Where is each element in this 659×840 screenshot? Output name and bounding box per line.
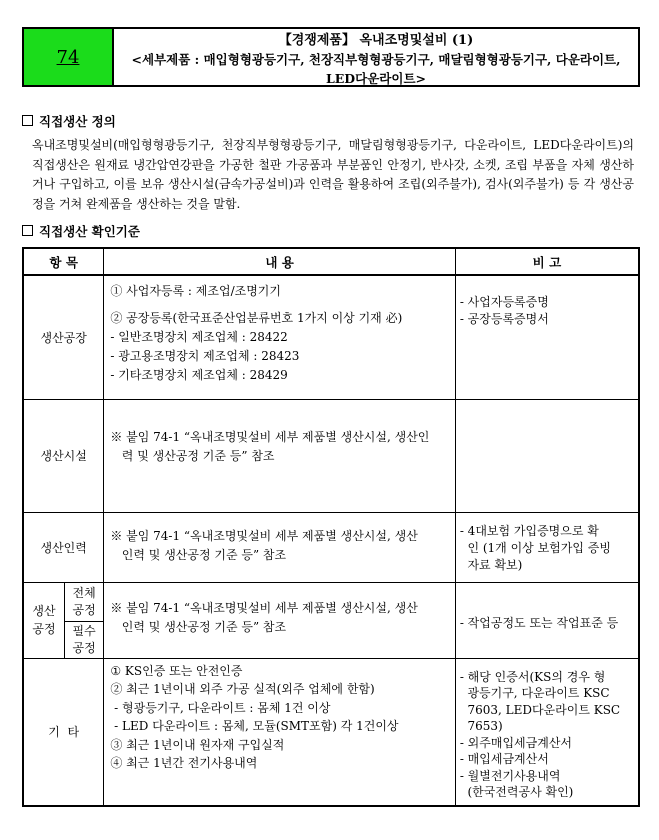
sub-label-all-process: 전체 공정: [64, 582, 103, 621]
note-line: - 월별전기사용내역: [459, 768, 561, 783]
content-line: ※ 붙임 74-1 “옥내조명및설비 세부 제품별 생산시설, 생산: [110, 528, 418, 543]
section-definition-title: 직접생산 정의: [39, 114, 116, 129]
process-content: [104, 582, 455, 658]
facility-content: [104, 275, 455, 399]
content-line: 력 및 생산공정 기준 등” 참조: [110, 448, 275, 463]
checkbox-square-icon: [22, 115, 33, 126]
header-item: 항 목: [23, 248, 104, 275]
note-line: - 작업공정도 또는 작업표준 등: [459, 615, 619, 630]
row-label-equipment: 생산시설: [23, 399, 104, 512]
note-line: (한국전력공사 확인): [459, 785, 574, 799]
section-number: 74: [24, 29, 114, 85]
section-definition-heading: [22, 112, 116, 130]
note-line: - 공장등록증명서: [459, 312, 549, 326]
content-line: - 일반조명장치 제조업체 : 28422: [110, 330, 288, 344]
note-line: 광등기구, 다운라이트 KSC: [459, 686, 610, 700]
content-line: 인력 및 생산공정 기준 등” 참조: [110, 619, 287, 634]
sub-label-required-process: 필수 공정: [64, 621, 103, 658]
table-row: [23, 658, 639, 806]
definition-text: 옥내조명및설비(매입형형광등기구, 천장직부형형광등기구, 매달림형형광등기구, 다운라이트, LED다운라이트)의 직접생산은 원재료 냉간압연강판을 가공한 철판 가공품과 부분품인 안정기, 반사갓, 소켓, 조립 부품을 자체 생산하거나 구입하고, 이를 보유 생산시설(금속가공설비)과 인력을 활용하여 조립(외주불가), 검사(외주불가) 등 각 생산공정을 거쳐 완제품을 생산하는 것을 말함.: [32, 138, 634, 211]
row-label-process: 생산 공정: [23, 582, 64, 658]
content-line: 인력 및 생산공정 기준 등” 참조: [110, 547, 287, 562]
header-content: 내 용: [104, 248, 455, 275]
header-note: 비 고: [455, 248, 639, 275]
manpower-note: [455, 512, 639, 582]
equipment-note: [455, 399, 639, 512]
content-line: ※ 붙임 74-1 “옥내조명및설비 세부 제품별 생산시설, 생산: [110, 600, 418, 615]
table-row: [23, 275, 639, 399]
note-line: - 매입세금계산서: [459, 752, 549, 766]
content-line: - 기타조명장치 제조업체 : 28429: [110, 368, 288, 382]
section-criteria-title: 직접생산 확인기준: [39, 224, 140, 239]
other-content: [104, 658, 455, 806]
content-line: ※ 붙임 74-1 “옥내조명및설비 세부 제품별 생산시설, 생산인: [110, 429, 430, 444]
equipment-content: [104, 399, 455, 512]
process-note: [455, 582, 639, 658]
title-line-1: 【경쟁제품】 옥내조명및설비 (1): [278, 33, 474, 48]
section-criteria-heading: [22, 222, 140, 240]
facility-note: [455, 275, 639, 399]
content-line: - LED 다운라이트 : 몸체, 모듈(SMT포함) 각 1건이상: [110, 719, 399, 733]
content-line: ④ 최근 1년간 전기사용내역: [110, 756, 258, 770]
row-label-other: 기 타: [23, 658, 104, 806]
row-label-facility: 생산공장: [23, 275, 104, 399]
note-line: - 4대보험 가입증명으로 확: [459, 523, 599, 538]
content-line: - 광고용조명장치 제조업체 : 28423: [110, 349, 300, 363]
checkbox-square-icon: [22, 225, 33, 236]
manpower-content: [104, 512, 455, 582]
content-line: ② 최근 1년이내 외주 가공 실적(외주 업체에 한함): [110, 682, 375, 696]
document-title: [114, 29, 638, 85]
criteria-table: [22, 247, 640, 807]
note-line: - 외주매입세금계산서: [459, 735, 573, 750]
title-line-2: <세부제품 : 매입형형광등기구, 천장직부형형광등기구, 매달림형형광등기구, 다운라이트,: [131, 52, 621, 67]
content-line: ① KS인증 또는 안전인증: [110, 663, 243, 678]
content-line: ② 공장등록(한국표준산업분류번호 1가지 이상 기재 必): [110, 311, 403, 325]
table-row: [23, 512, 639, 582]
table-row: [23, 582, 639, 621]
table-row: [23, 399, 639, 512]
document-header: [22, 27, 640, 87]
row-label-manpower: 생산인력: [23, 512, 104, 582]
note-line: 7653): [459, 719, 503, 733]
table-header-row: [23, 248, 639, 275]
note-line: - 해당 인증서(KS의 경우 형: [459, 669, 606, 684]
content-line: - 형광등기구, 다운라이트 : 몸체 1건 이상: [110, 700, 331, 715]
content-line: ① 사업자등록 : 제조업/조명기기: [110, 284, 281, 298]
title-line-3: LED다운라이트>: [325, 71, 426, 86]
note-line: 7603, LED다운라이트 KSC: [459, 702, 621, 717]
content-line: ③ 최근 1년이내 원자재 구입실적: [110, 737, 285, 752]
other-note: [455, 658, 639, 806]
note-line: 인 (1개 이상 보험가입 증빙: [459, 540, 611, 555]
note-line: 자료 확보): [459, 557, 523, 572]
note-line: - 사업자등록증명: [459, 295, 549, 309]
